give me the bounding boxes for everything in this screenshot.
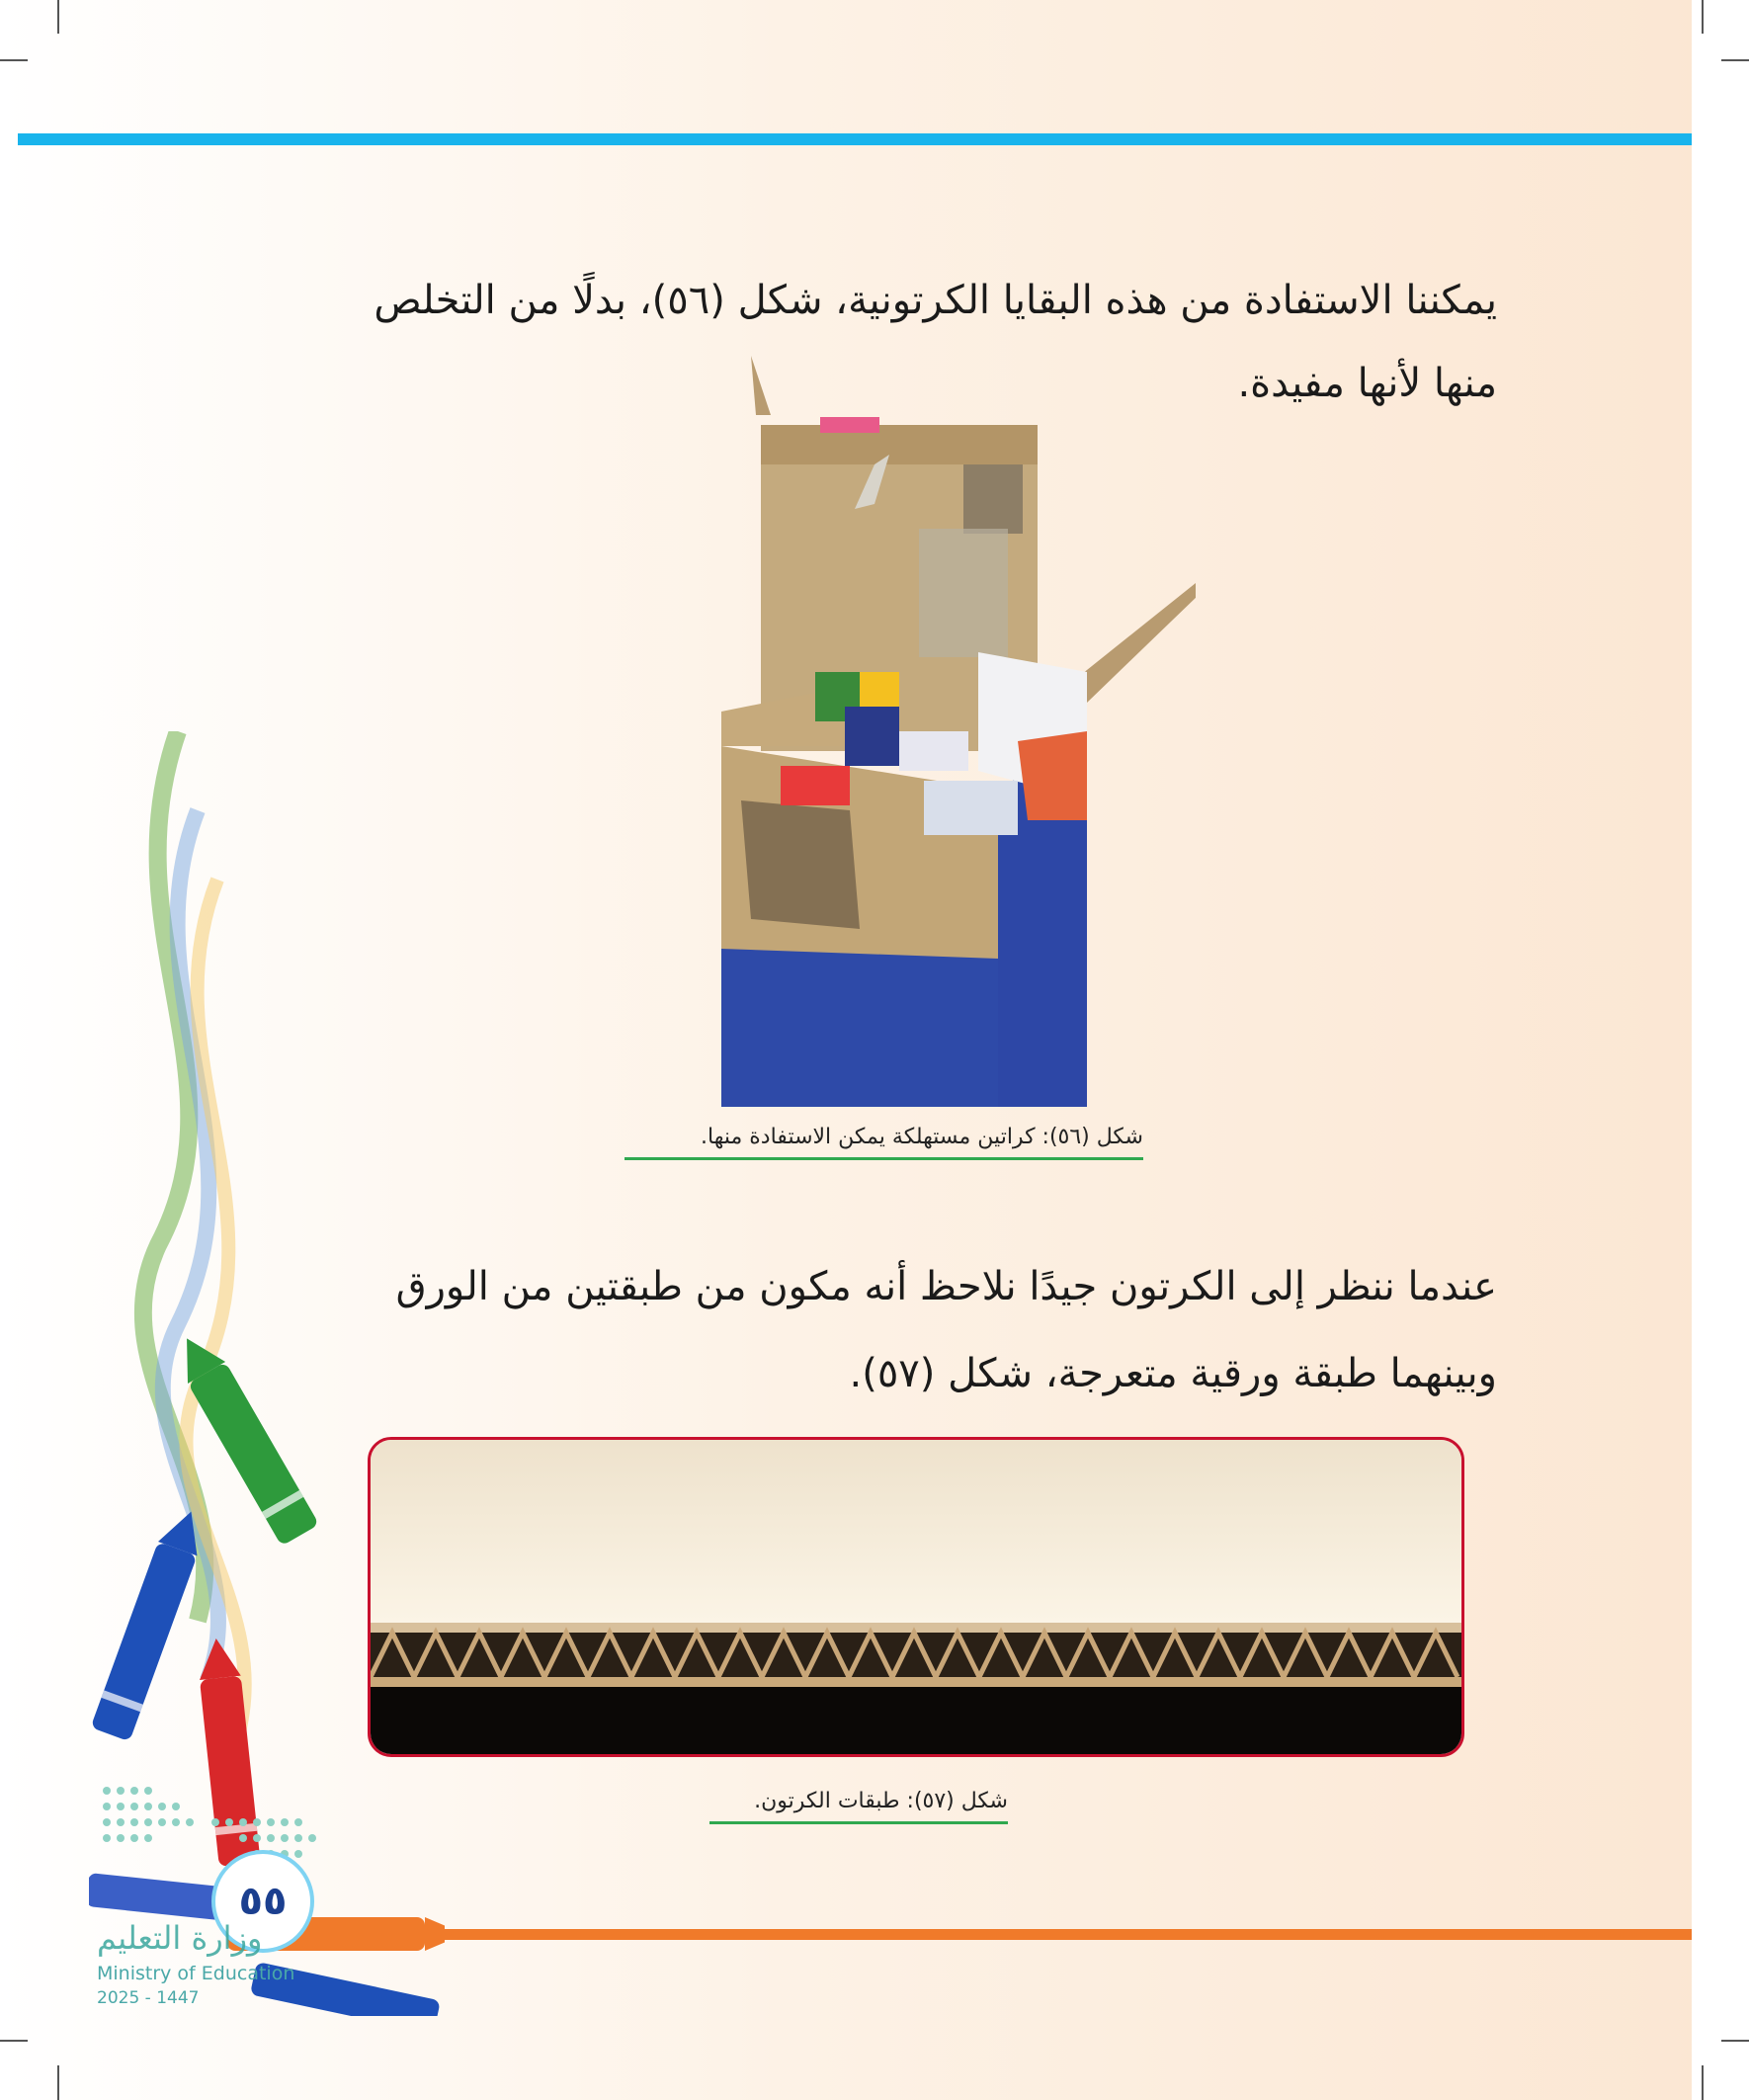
figure-56-caption: شكل (٥٦): كراتين مستهلكة يمكن الاستفادة منها. bbox=[625, 1125, 1143, 1160]
logo-year-text: 2025 - 1447 bbox=[97, 1988, 200, 2008]
crop-mark bbox=[1721, 59, 1749, 61]
paragraph-cardboard-layers: عندما ننظر إلى الكرتون جيدًا نلاحظ أنه مكون من طبقتين من الورق وبينهما طبقة ورقية متعرجة، شكل (٥٧). bbox=[395, 1264, 1497, 1396]
ministry-of-education-logo bbox=[97, 1781, 324, 1860]
crop-mark bbox=[0, 59, 28, 61]
cardboard-boxes-photo bbox=[623, 356, 1196, 1107]
crop-mark bbox=[1702, 2065, 1704, 2100]
crop-mark bbox=[57, 2065, 59, 2100]
bottom-accent-bar bbox=[435, 1929, 1692, 1940]
crop-mark bbox=[0, 2040, 28, 2042]
top-accent-bar bbox=[18, 133, 1692, 145]
crop-mark bbox=[1721, 2040, 1749, 2042]
page-number: ٥٥ bbox=[238, 1879, 288, 1924]
logo-arabic-text: وزارة التعليم bbox=[97, 1919, 263, 1957]
figure-57-caption: شكل (٥٧): طبقات الكرتون. bbox=[709, 1789, 1008, 1824]
crop-mark bbox=[57, 0, 59, 34]
paragraph-cardboard-reuse: يمكننا الاستفادة من هذه البقايا الكرتونية، شكل (٥٦)، بدلًا من التخلص منها لأنها مفيدة. bbox=[374, 278, 1497, 406]
crop-mark bbox=[1702, 0, 1704, 34]
cardboard-layers-photo bbox=[368, 1437, 1464, 1757]
page-margin bbox=[1692, 0, 1749, 2100]
logo-english-text: Ministry of Education bbox=[97, 1963, 295, 1984]
